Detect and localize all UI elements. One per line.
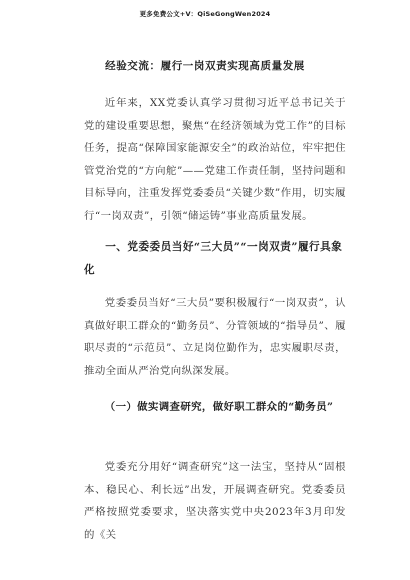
- paragraph-intro: 近年来，XX党委认真学习贯彻习近平总书记关于党的建设重要思想，聚焦“在经济领域为党工作”的目标任务，提高“保障国家能源安全”的政治站位，牢牢把住管党治党的“方向舵”——党建工作责任制，坚持问题和目标导向，注重发挥党委委员“关键少数”作用，切实履行“一岗双责”，引领“储运铸”事业高质量发展。: [84, 97, 346, 222]
- paragraph-section-1: 党委委员当好“三大员”要积极履行“一岗双责”，认真做好职工群众的“勤务员”、分管领域的“指导员”、履职尽责的“示范员”、立足岗位勤作为，忠实履职尽责，推动全面从严治党向纵深发展。: [84, 297, 346, 377]
- header-watermark-note: 更多免费公文+V：QiSeGongWen2024: [139, 10, 271, 18]
- subsection-heading-1: （一）做实调查研究，做好职工群众的“勤务员”: [104, 401, 334, 413]
- document-title: 经验交流：履行一岗双责实现高质量发展: [105, 60, 305, 72]
- section-heading-1: 一、党委委员当好“三大员”“一岗双责”履行具象化: [84, 241, 343, 276]
- paragraph-subsection-1: 党委充分用好“调查研究”这一法宝，坚持从“固根本、稳民心、利长远”出发，开展调查研究。党委委员严格按照党委要求，坚决落实党中央2023年3月印发的《关: [84, 461, 346, 541]
